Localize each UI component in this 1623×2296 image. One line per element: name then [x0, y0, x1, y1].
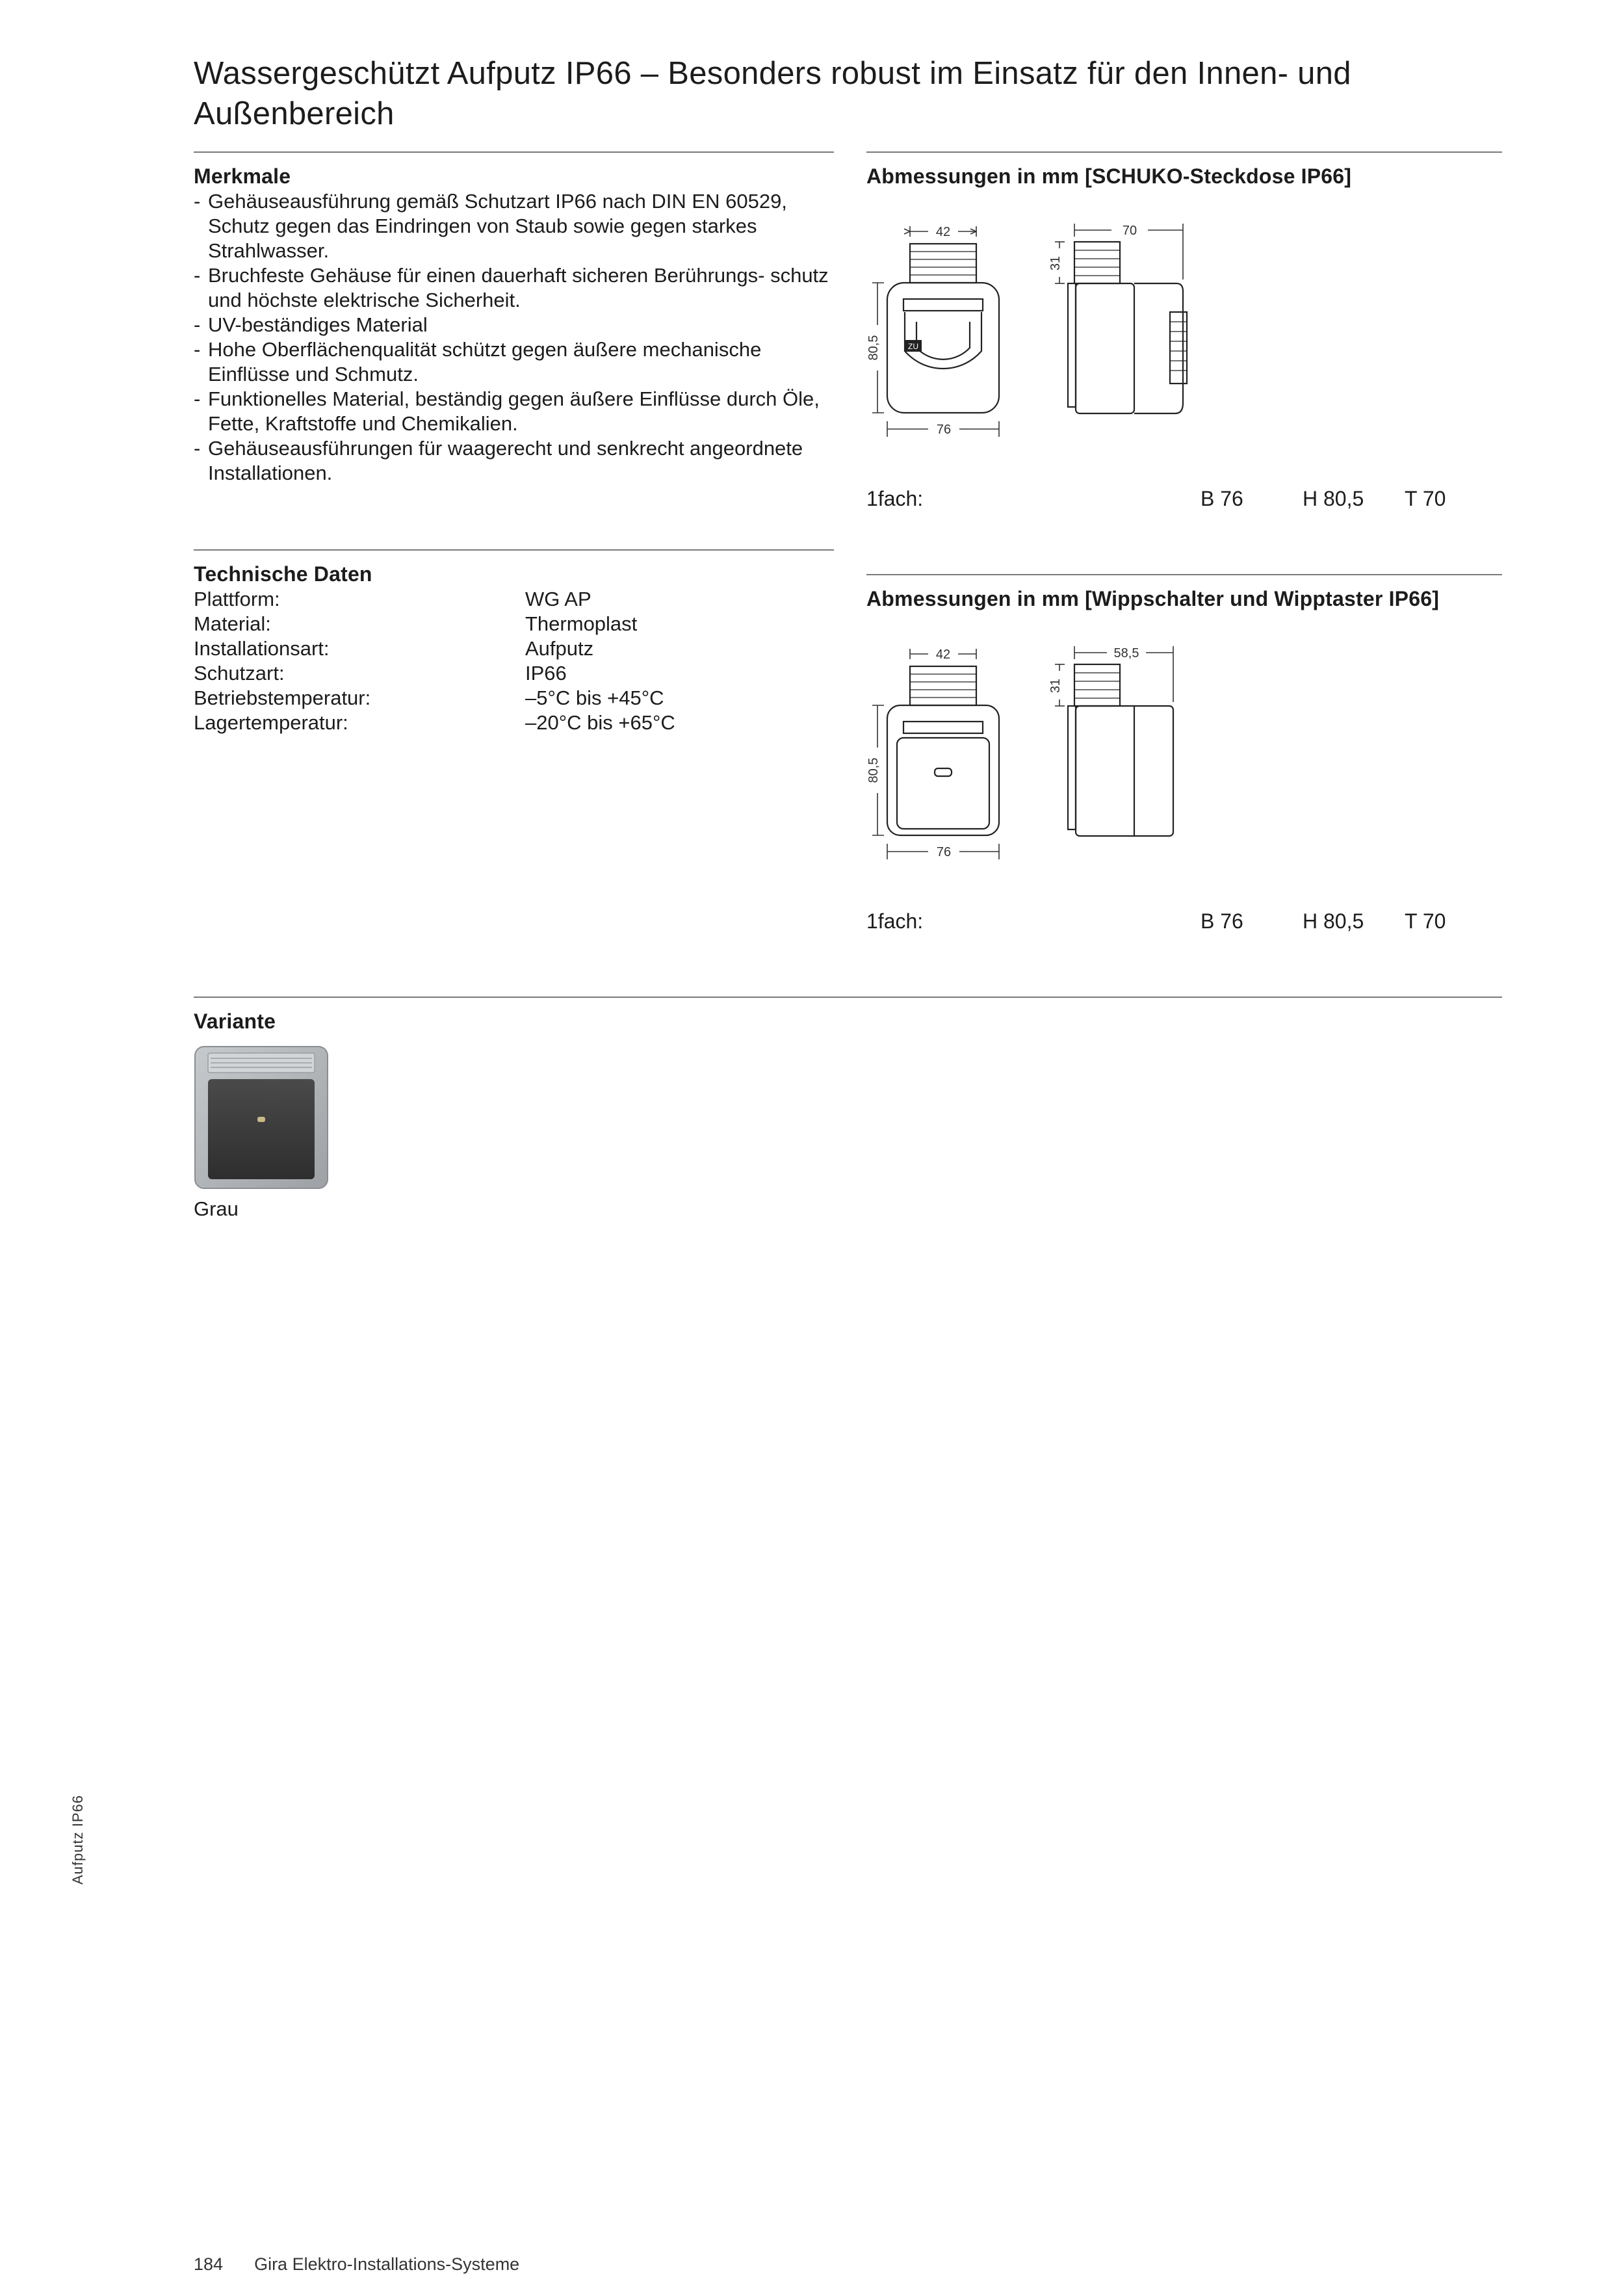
dims-height: H 80,5 [1303, 487, 1364, 510]
abmessungen-wipp-heading: Abmessungen in mm [Wippschalter und Wipptaster IP66] [866, 587, 1440, 610]
wipp-dimension-drawing [858, 637, 1222, 878]
merkmale-list [194, 189, 837, 486]
variant-caption: Grau [194, 1197, 239, 1220]
table-row: Material: Thermoplast [194, 612, 638, 635]
dim-depth: 58,5 [1113, 646, 1139, 660]
lid-label: ZU [908, 342, 918, 351]
table-row: Lagertemperatur: –20°C bis +65°C [194, 711, 675, 734]
list-item: - Funktionelles Material, beständig gegen äußere Einflüsse durch Öle, Fette, Kraftstoffe und Chemikalien. [194, 387, 820, 435]
page-footer [194, 2253, 519, 2275]
variante-heading: Variante [194, 1010, 276, 1033]
schuko-dimension-drawing [858, 215, 1222, 455]
table-row: Installationsart: Aufputz [194, 637, 594, 660]
page-title: Wassergeschützt Aufputz IP66 – Besonders robust im Einsatz für den Innen- und Außenbereich [194, 56, 1351, 131]
list-item: - Hohe Oberflächenqualität schützt gegen äußere mechanische Einflüsse und Schmutz. [194, 338, 762, 385]
dims-row-wipp [866, 908, 1502, 934]
dims-width: B 76 [1201, 909, 1243, 933]
dims-row-schuko [866, 486, 1502, 512]
divider-variante [194, 997, 1502, 998]
side-section-label: Aufputz IP66 [70, 1795, 86, 1885]
list-item: - Gehäuseausführung gemäß Schutzart IP66 nach DIN EN 60529, Schutz gegen das Eindringen von Staub sowie gegen starkes Strahlwasser. [194, 190, 787, 262]
divider-technische-daten [194, 549, 834, 551]
footer-publication: Gira Elektro-Installations-Systeme [254, 2254, 520, 2274]
dims-label: 1fach: [866, 909, 924, 933]
variant-grey-switch-image [194, 1045, 329, 1190]
dims-depth: T 70 [1405, 909, 1446, 933]
dim-height: 80,5 [866, 335, 881, 361]
dim-collar: 31 [1048, 678, 1063, 694]
dim-width-top: 42 [935, 225, 951, 239]
table-row: Betriebstemperatur: –5°C bis +45°C [194, 686, 664, 709]
dim-depth: 70 [1122, 224, 1137, 238]
list-item: - Gehäuseausführungen für waagerecht und senkrecht angeordnete Installationen. [194, 437, 803, 484]
dims-height: H 80,5 [1303, 909, 1364, 933]
divider-abmessungen-schuko [866, 151, 1502, 153]
dim-width-bottom: 76 [936, 423, 952, 437]
dims-label: 1fach: [866, 487, 924, 510]
dims-width: B 76 [1201, 487, 1243, 510]
abmessungen-schuko-heading: Abmessungen in mm [SCHUKO-Steckdose IP66] [866, 164, 1352, 188]
divider-merkmale [194, 151, 834, 153]
merkmale-heading: Merkmale [194, 164, 291, 188]
list-item: - Bruchfeste Gehäuse für einen dauerhaft sicheren Berührungs- schutz und höchste elektrische Sicherheit. [194, 264, 829, 311]
technische-daten-heading: Technische Daten [194, 562, 372, 586]
table-row: Schutzart: IP66 [194, 662, 567, 685]
list-item: - UV-beständiges Material [194, 313, 428, 336]
merkmale-section [194, 163, 837, 486]
page-number: 184 [194, 2254, 224, 2274]
table-row: Plattform: WG AP [194, 588, 591, 610]
dim-collar: 31 [1048, 255, 1063, 271]
dim-height: 80,5 [866, 757, 881, 783]
dim-width-top: 42 [935, 647, 951, 662]
dim-width-bottom: 76 [936, 845, 952, 859]
divider-abmessungen-wipp [866, 574, 1502, 575]
technische-daten-section [194, 561, 834, 735]
dims-depth: T 70 [1405, 487, 1446, 510]
